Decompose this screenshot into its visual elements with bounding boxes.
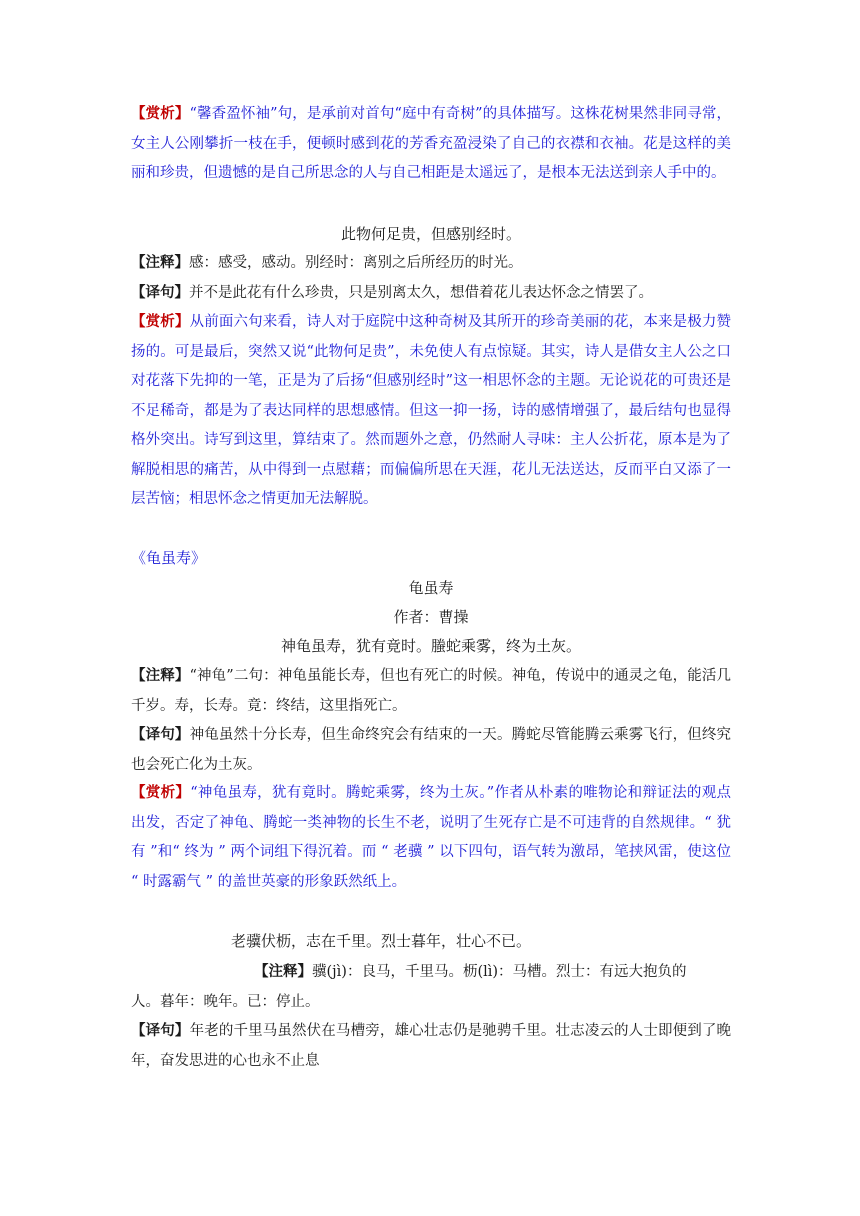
note-tag: 【注释】 <box>131 667 190 684</box>
appreciation-tag: 【赏析】 <box>131 313 190 330</box>
note-text: “神龟”二句：神龟虽能长寿，但也有死亡的时候。神龟，传说中的通灵之龟，能活几千岁。寿，长寿。竟：终结，这里指死亡。 <box>131 668 732 714</box>
note-text-line1: 骥(jì)：良马，千里马。枥(lì)：马槽。烈士：有远大抱负的 <box>312 964 687 980</box>
appreciation-text: “馨香盈怀袖”句，是承前对首句“庭中有奇树”的具体描写。这株花树果然非同寻常，女主人公刚攀折一枝在手，便顿时感到花的芳香充盈浸染了自己的衣襟和衣袖。花是这样的美丽和珍贵，但遗憾的是自己所思念的人与自己相距是太遥远了，是根本无法送到亲人手中的。 <box>131 106 731 181</box>
translation-tag: 【译句】 <box>131 284 189 301</box>
appreciation-paragraph-2 <box>131 307 731 515</box>
verse-line: 此物何足贵，但感别经时。 <box>340 225 521 243</box>
note-paragraph-2 <box>131 661 731 721</box>
translation-tag: 【译句】 <box>131 726 190 743</box>
poem-author: 作者：曹操 <box>393 608 469 626</box>
note-text-line2: 人。暮年：晚年。已：停止。 <box>131 993 320 1010</box>
appreciation-text: “神龟虽寿，犹有竟时。腾蛇乘雾，终为土灰。”作者从朴素的唯物论和辩证法的观点出发，否定了神龟、腾蛇一类神物的长生不老，说明了生死存亡是不可违背的自然规律。“ 犹有 ”和“ 终为 ” 两个词组下得沉着。而 “ 老骥 ” 以下四句，语气转为激昂，笔挟风雷，使这位 “ 时露霸气 ” 的盖世英豪的形象跃然纸上。 <box>131 785 732 890</box>
translation-text: 神龟虽然十分长寿，但生命终究会有结束的一天。腾蛇尽管能腾云乘雾飞行，但终究也会死亡化为土灰。 <box>131 727 732 773</box>
note-paragraph-1 <box>131 248 731 279</box>
appreciation-tag: 【赏析】 <box>131 105 190 122</box>
note-tag: 【注释】 <box>131 254 189 271</box>
appreciation-text: 从前面六句来看，诗人对于庭院中这种奇树及其所开的珍奇美丽的花，本来是极力赞扬的。可是最后，突然又说“此物何足贵”，未免使人有点惊疑。其实，诗人是借女主人公之口对花落下先抑的一笔，正是为了后扬“但感别经时”这一相思怀念的主题。无论说花的可贵还是不足稀奇，都是为了表达同样的思想感情。但这一抑一扬，诗的感情增强了，最后结句也显得格外突出。诗写到这里，算结束了。然而题外之意，仍然耐人寻味：主人公折花，原本是为了解脱相思的痛苦，从中得到一点慰藉；而偏偏所思在天涯，花儿无法送达，反而平白又添了一层苦恼；相思怀念之情更加无法解脱。 <box>131 314 732 507</box>
section-heading: 《龟虽寿》 <box>131 549 207 567</box>
verse-line: 老骥伏枥，志在千里。烈士暮年，壮心不已。 <box>230 932 531 950</box>
appreciation-tag: 【赏析】 <box>131 784 191 801</box>
note-tag: 【注释】 <box>254 963 312 980</box>
translation-tag: 【译句】 <box>131 1022 190 1039</box>
translation-text: 年老的千里马虽然伏在马槽旁，雄心壮志仍是驰骋千里。壮志凌云的人士即便到了晚年，奋发思进的心也永不止息 <box>131 1023 732 1069</box>
translation-paragraph-1 <box>131 278 731 309</box>
note-text: 感：感受，感动。别经时：离别之后所经历的时光。 <box>189 255 523 271</box>
translation-paragraph-2 <box>131 720 731 780</box>
poem-title: 龟虽寿 <box>408 579 454 597</box>
note-paragraph-3 <box>131 957 731 1017</box>
translation-text: 并不是此花有什么珍贵，只是别离太久，想借着花儿表达怀念之情罢了。 <box>189 285 653 301</box>
appreciation-paragraph-1 <box>131 99 731 189</box>
translation-paragraph-3 <box>131 1016 731 1076</box>
appreciation-paragraph-3 <box>131 778 731 897</box>
verse-line: 神龟虽寿，犹有竟时。螣蛇乘雾，终为土灰。 <box>280 637 581 655</box>
